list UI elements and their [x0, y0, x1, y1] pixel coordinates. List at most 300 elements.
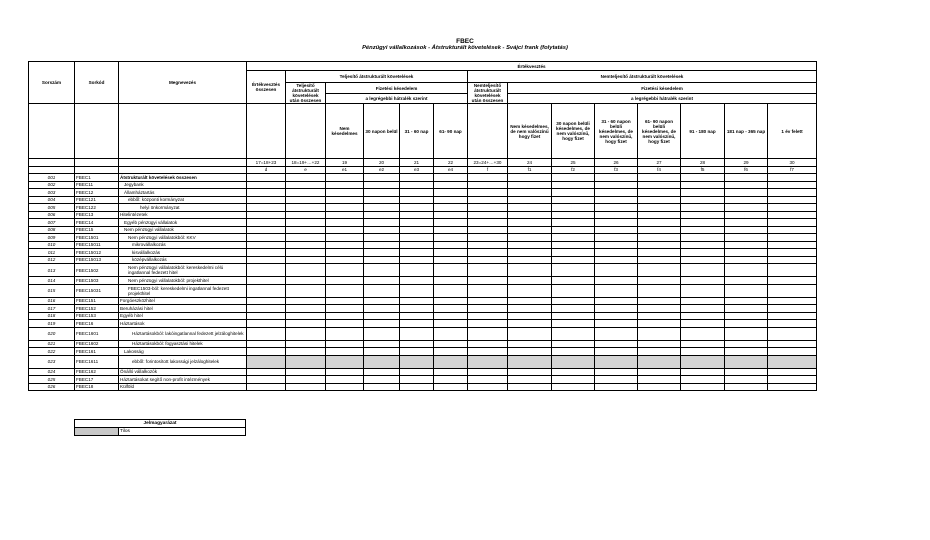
- value-cell[interactable]: [468, 211, 508, 219]
- value-cell[interactable]: [468, 355, 508, 368]
- value-cell[interactable]: [508, 256, 552, 264]
- value-cell[interactable]: [326, 264, 364, 277]
- value-cell[interactable]: [768, 320, 817, 328]
- value-cell[interactable]: [468, 196, 508, 204]
- value-cell[interactable]: [638, 376, 681, 384]
- value-cell[interactable]: [286, 277, 326, 285]
- value-cell[interactable]: [638, 211, 681, 219]
- value-cell[interactable]: [508, 340, 552, 348]
- value-cell[interactable]: [638, 174, 681, 182]
- value-cell[interactable]: [326, 181, 364, 189]
- value-cell[interactable]: [595, 327, 638, 340]
- value-cell[interactable]: [400, 327, 434, 340]
- value-cell[interactable]: [364, 264, 400, 277]
- value-cell[interactable]: [247, 189, 286, 197]
- value-cell[interactable]: [508, 312, 552, 320]
- value-cell[interactable]: [681, 348, 725, 356]
- value-cell[interactable]: [725, 219, 768, 227]
- value-cell[interactable]: [434, 211, 468, 219]
- value-cell[interactable]: [725, 249, 768, 257]
- value-cell[interactable]: [768, 312, 817, 320]
- value-cell[interactable]: [434, 204, 468, 212]
- value-cell[interactable]: [725, 256, 768, 264]
- value-cell[interactable]: [286, 264, 326, 277]
- value-cell[interactable]: [595, 340, 638, 348]
- value-cell[interactable]: [638, 189, 681, 197]
- value-cell[interactable]: [247, 368, 286, 376]
- value-cell[interactable]: [638, 264, 681, 277]
- value-cell[interactable]: [725, 174, 768, 182]
- value-cell[interactable]: [508, 327, 552, 340]
- value-cell[interactable]: [468, 312, 508, 320]
- value-cell[interactable]: [326, 340, 364, 348]
- value-cell[interactable]: [434, 305, 468, 313]
- value-cell[interactable]: [286, 226, 326, 234]
- value-cell[interactable]: [468, 284, 508, 297]
- value-cell[interactable]: [400, 234, 434, 242]
- value-cell[interactable]: [326, 383, 364, 391]
- value-cell[interactable]: [595, 226, 638, 234]
- value-cell[interactable]: [434, 196, 468, 204]
- value-cell[interactable]: [508, 368, 552, 376]
- value-cell[interactable]: [364, 241, 400, 249]
- value-cell[interactable]: [681, 211, 725, 219]
- value-cell[interactable]: [552, 277, 595, 285]
- value-cell[interactable]: [768, 264, 817, 277]
- value-cell[interactable]: [595, 211, 638, 219]
- value-cell[interactable]: [681, 174, 725, 182]
- value-cell[interactable]: [364, 249, 400, 257]
- value-cell[interactable]: [681, 241, 725, 249]
- value-cell[interactable]: [768, 234, 817, 242]
- value-cell[interactable]: [595, 196, 638, 204]
- value-cell[interactable]: [768, 181, 817, 189]
- value-cell[interactable]: [326, 305, 364, 313]
- value-cell[interactable]: [552, 320, 595, 328]
- value-cell[interactable]: [638, 226, 681, 234]
- value-cell[interactable]: [400, 204, 434, 212]
- value-cell[interactable]: [468, 226, 508, 234]
- value-cell[interactable]: [326, 320, 364, 328]
- value-cell[interactable]: [552, 312, 595, 320]
- value-cell[interactable]: [552, 219, 595, 227]
- value-cell[interactable]: [638, 340, 681, 348]
- value-cell[interactable]: [552, 174, 595, 182]
- value-cell[interactable]: [681, 234, 725, 242]
- value-cell[interactable]: [286, 256, 326, 264]
- value-cell[interactable]: [400, 256, 434, 264]
- value-cell[interactable]: [508, 204, 552, 212]
- value-cell[interactable]: [400, 383, 434, 391]
- value-cell[interactable]: [595, 320, 638, 328]
- value-cell[interactable]: [364, 181, 400, 189]
- value-cell[interactable]: [638, 368, 681, 376]
- value-cell[interactable]: [638, 320, 681, 328]
- value-cell[interactable]: [725, 234, 768, 242]
- value-cell[interactable]: [400, 181, 434, 189]
- value-cell[interactable]: [468, 340, 508, 348]
- value-cell[interactable]: [247, 284, 286, 297]
- value-cell[interactable]: [364, 340, 400, 348]
- value-cell[interactable]: [725, 355, 768, 368]
- value-cell[interactable]: [400, 340, 434, 348]
- value-cell[interactable]: [247, 277, 286, 285]
- value-cell[interactable]: [552, 196, 595, 204]
- value-cell[interactable]: [552, 264, 595, 277]
- value-cell[interactable]: [247, 383, 286, 391]
- value-cell[interactable]: [768, 327, 817, 340]
- value-cell[interactable]: [508, 277, 552, 285]
- value-cell[interactable]: [725, 327, 768, 340]
- value-cell[interactable]: [400, 368, 434, 376]
- value-cell[interactable]: [725, 277, 768, 285]
- value-cell[interactable]: [400, 348, 434, 356]
- value-cell[interactable]: [595, 189, 638, 197]
- value-cell[interactable]: [508, 181, 552, 189]
- value-cell[interactable]: [434, 348, 468, 356]
- value-cell[interactable]: [508, 376, 552, 384]
- value-cell[interactable]: [681, 284, 725, 297]
- value-cell[interactable]: [434, 219, 468, 227]
- value-cell[interactable]: [326, 368, 364, 376]
- value-cell[interactable]: [434, 297, 468, 305]
- value-cell[interactable]: [638, 305, 681, 313]
- value-cell[interactable]: [552, 204, 595, 212]
- value-cell[interactable]: [434, 368, 468, 376]
- value-cell[interactable]: [468, 348, 508, 356]
- value-cell[interactable]: [434, 320, 468, 328]
- value-cell[interactable]: [768, 348, 817, 356]
- value-cell[interactable]: [768, 305, 817, 313]
- value-cell[interactable]: [326, 189, 364, 197]
- value-cell[interactable]: [434, 226, 468, 234]
- value-cell[interactable]: [400, 189, 434, 197]
- value-cell[interactable]: [400, 277, 434, 285]
- value-cell[interactable]: [247, 219, 286, 227]
- value-cell[interactable]: [768, 249, 817, 257]
- value-cell[interactable]: [508, 189, 552, 197]
- value-cell[interactable]: [400, 219, 434, 227]
- value-cell[interactable]: [768, 368, 817, 376]
- value-cell[interactable]: [681, 249, 725, 257]
- value-cell[interactable]: [725, 348, 768, 356]
- value-cell[interactable]: [552, 297, 595, 305]
- value-cell[interactable]: [400, 297, 434, 305]
- value-cell[interactable]: [725, 383, 768, 391]
- value-cell[interactable]: [326, 234, 364, 242]
- value-cell[interactable]: [326, 355, 364, 368]
- value-cell[interactable]: [725, 305, 768, 313]
- value-cell[interactable]: [552, 241, 595, 249]
- value-cell[interactable]: [286, 234, 326, 242]
- value-cell[interactable]: [286, 219, 326, 227]
- value-cell[interactable]: [247, 204, 286, 212]
- value-cell[interactable]: [286, 211, 326, 219]
- value-cell[interactable]: [364, 355, 400, 368]
- value-cell[interactable]: [400, 305, 434, 313]
- value-cell[interactable]: [400, 249, 434, 257]
- value-cell[interactable]: [468, 219, 508, 227]
- value-cell[interactable]: [638, 181, 681, 189]
- value-cell[interactable]: [400, 264, 434, 277]
- value-cell[interactable]: [768, 297, 817, 305]
- value-cell[interactable]: [326, 297, 364, 305]
- value-cell[interactable]: [326, 241, 364, 249]
- value-cell[interactable]: [552, 284, 595, 297]
- value-cell[interactable]: [552, 368, 595, 376]
- value-cell[interactable]: [286, 327, 326, 340]
- value-cell[interactable]: [400, 174, 434, 182]
- value-cell[interactable]: [768, 204, 817, 212]
- value-cell[interactable]: [364, 256, 400, 264]
- value-cell[interactable]: [364, 204, 400, 212]
- value-cell[interactable]: [681, 204, 725, 212]
- value-cell[interactable]: [326, 249, 364, 257]
- value-cell[interactable]: [286, 348, 326, 356]
- value-cell[interactable]: [326, 196, 364, 204]
- value-cell[interactable]: [552, 249, 595, 257]
- value-cell[interactable]: [434, 189, 468, 197]
- value-cell[interactable]: [508, 211, 552, 219]
- value-cell[interactable]: [595, 355, 638, 368]
- value-cell[interactable]: [638, 234, 681, 242]
- value-cell[interactable]: [508, 234, 552, 242]
- value-cell[interactable]: [364, 234, 400, 242]
- value-cell[interactable]: [552, 181, 595, 189]
- value-cell[interactable]: [595, 297, 638, 305]
- value-cell[interactable]: [595, 305, 638, 313]
- value-cell[interactable]: [638, 355, 681, 368]
- value-cell[interactable]: [247, 234, 286, 242]
- value-cell[interactable]: [725, 204, 768, 212]
- value-cell[interactable]: [434, 249, 468, 257]
- value-cell[interactable]: [768, 211, 817, 219]
- value-cell[interactable]: [364, 219, 400, 227]
- value-cell[interactable]: [326, 204, 364, 212]
- value-cell[interactable]: [768, 219, 817, 227]
- value-cell[interactable]: [434, 264, 468, 277]
- value-cell[interactable]: [326, 277, 364, 285]
- value-cell[interactable]: [247, 226, 286, 234]
- value-cell[interactable]: [286, 241, 326, 249]
- value-cell[interactable]: [725, 196, 768, 204]
- value-cell[interactable]: [552, 226, 595, 234]
- value-cell[interactable]: [638, 383, 681, 391]
- value-cell[interactable]: [326, 376, 364, 384]
- value-cell[interactable]: [595, 219, 638, 227]
- value-cell[interactable]: [286, 312, 326, 320]
- value-cell[interactable]: [681, 305, 725, 313]
- value-cell[interactable]: [400, 226, 434, 234]
- value-cell[interactable]: [364, 284, 400, 297]
- value-cell[interactable]: [247, 174, 286, 182]
- value-cell[interactable]: [434, 376, 468, 384]
- value-cell[interactable]: [468, 297, 508, 305]
- value-cell[interactable]: [768, 241, 817, 249]
- value-cell[interactable]: [681, 264, 725, 277]
- value-cell[interactable]: [364, 189, 400, 197]
- value-cell[interactable]: [286, 284, 326, 297]
- value-cell[interactable]: [247, 312, 286, 320]
- value-cell[interactable]: [286, 196, 326, 204]
- value-cell[interactable]: [400, 284, 434, 297]
- value-cell[interactable]: [247, 211, 286, 219]
- value-cell[interactable]: [725, 376, 768, 384]
- value-cell[interactable]: [468, 320, 508, 328]
- value-cell[interactable]: [768, 226, 817, 234]
- value-cell[interactable]: [247, 264, 286, 277]
- value-cell[interactable]: [681, 226, 725, 234]
- value-cell[interactable]: [468, 383, 508, 391]
- value-cell[interactable]: [468, 256, 508, 264]
- value-cell[interactable]: [725, 211, 768, 219]
- value-cell[interactable]: [725, 226, 768, 234]
- value-cell[interactable]: [364, 226, 400, 234]
- value-cell[interactable]: [364, 211, 400, 219]
- value-cell[interactable]: [768, 189, 817, 197]
- value-cell[interactable]: [400, 355, 434, 368]
- value-cell[interactable]: [400, 312, 434, 320]
- value-cell[interactable]: [434, 327, 468, 340]
- value-cell[interactable]: [638, 284, 681, 297]
- value-cell[interactable]: [468, 204, 508, 212]
- value-cell[interactable]: [595, 241, 638, 249]
- value-cell[interactable]: [468, 181, 508, 189]
- value-cell[interactable]: [247, 241, 286, 249]
- value-cell[interactable]: [434, 174, 468, 182]
- value-cell[interactable]: [364, 196, 400, 204]
- value-cell[interactable]: [725, 340, 768, 348]
- value-cell[interactable]: [725, 284, 768, 297]
- value-cell[interactable]: [725, 312, 768, 320]
- value-cell[interactable]: [725, 241, 768, 249]
- value-cell[interactable]: [638, 312, 681, 320]
- value-cell[interactable]: [725, 320, 768, 328]
- value-cell[interactable]: [286, 181, 326, 189]
- value-cell[interactable]: [364, 348, 400, 356]
- value-cell[interactable]: [468, 264, 508, 277]
- value-cell[interactable]: [508, 264, 552, 277]
- value-cell[interactable]: [364, 305, 400, 313]
- value-cell[interactable]: [286, 249, 326, 257]
- value-cell[interactable]: [286, 189, 326, 197]
- value-cell[interactable]: [434, 277, 468, 285]
- value-cell[interactable]: [681, 189, 725, 197]
- value-cell[interactable]: [508, 174, 552, 182]
- value-cell[interactable]: [681, 196, 725, 204]
- value-cell[interactable]: [508, 355, 552, 368]
- value-cell[interactable]: [638, 241, 681, 249]
- value-cell[interactable]: [286, 305, 326, 313]
- value-cell[interactable]: [725, 297, 768, 305]
- value-cell[interactable]: [364, 320, 400, 328]
- value-cell[interactable]: [768, 196, 817, 204]
- value-cell[interactable]: [400, 211, 434, 219]
- value-cell[interactable]: [768, 376, 817, 384]
- value-cell[interactable]: [508, 284, 552, 297]
- value-cell[interactable]: [681, 320, 725, 328]
- value-cell[interactable]: [400, 320, 434, 328]
- value-cell[interactable]: [768, 256, 817, 264]
- value-cell[interactable]: [468, 305, 508, 313]
- value-cell[interactable]: [326, 327, 364, 340]
- value-cell[interactable]: [364, 174, 400, 182]
- value-cell[interactable]: [247, 355, 286, 368]
- value-cell[interactable]: [638, 256, 681, 264]
- value-cell[interactable]: [247, 305, 286, 313]
- value-cell[interactable]: [286, 320, 326, 328]
- value-cell[interactable]: [552, 234, 595, 242]
- value-cell[interactable]: [364, 327, 400, 340]
- value-cell[interactable]: [595, 312, 638, 320]
- value-cell[interactable]: [508, 305, 552, 313]
- value-cell[interactable]: [468, 376, 508, 384]
- value-cell[interactable]: [286, 297, 326, 305]
- value-cell[interactable]: [286, 376, 326, 384]
- value-cell[interactable]: [434, 355, 468, 368]
- value-cell[interactable]: [595, 256, 638, 264]
- value-cell[interactable]: [595, 174, 638, 182]
- value-cell[interactable]: [595, 249, 638, 257]
- value-cell[interactable]: [286, 174, 326, 182]
- value-cell[interactable]: [434, 383, 468, 391]
- value-cell[interactable]: [768, 277, 817, 285]
- value-cell[interactable]: [638, 348, 681, 356]
- value-cell[interactable]: [768, 355, 817, 368]
- value-cell[interactable]: [552, 327, 595, 340]
- value-cell[interactable]: [508, 226, 552, 234]
- value-cell[interactable]: [681, 383, 725, 391]
- value-cell[interactable]: [400, 241, 434, 249]
- value-cell[interactable]: [286, 355, 326, 368]
- value-cell[interactable]: [326, 174, 364, 182]
- value-cell[interactable]: [681, 312, 725, 320]
- value-cell[interactable]: [400, 196, 434, 204]
- value-cell[interactable]: [434, 284, 468, 297]
- value-cell[interactable]: [638, 204, 681, 212]
- value-cell[interactable]: [681, 297, 725, 305]
- value-cell[interactable]: [595, 284, 638, 297]
- value-cell[interactable]: [468, 174, 508, 182]
- value-cell[interactable]: [400, 376, 434, 384]
- value-cell[interactable]: [468, 368, 508, 376]
- value-cell[interactable]: [364, 297, 400, 305]
- value-cell[interactable]: [508, 348, 552, 356]
- value-cell[interactable]: [247, 181, 286, 189]
- value-cell[interactable]: [434, 234, 468, 242]
- value-cell[interactable]: [247, 340, 286, 348]
- value-cell[interactable]: [508, 383, 552, 391]
- value-cell[interactable]: [595, 234, 638, 242]
- value-cell[interactable]: [508, 196, 552, 204]
- value-cell[interactable]: [552, 348, 595, 356]
- value-cell[interactable]: [434, 340, 468, 348]
- value-cell[interactable]: [681, 327, 725, 340]
- value-cell[interactable]: [326, 312, 364, 320]
- value-cell[interactable]: [552, 189, 595, 197]
- value-cell[interactable]: [508, 297, 552, 305]
- value-cell[interactable]: [768, 284, 817, 297]
- value-cell[interactable]: [638, 277, 681, 285]
- value-cell[interactable]: [434, 312, 468, 320]
- value-cell[interactable]: [595, 376, 638, 384]
- value-cell[interactable]: [326, 284, 364, 297]
- value-cell[interactable]: [595, 383, 638, 391]
- value-cell[interactable]: [681, 340, 725, 348]
- value-cell[interactable]: [286, 204, 326, 212]
- value-cell[interactable]: [326, 226, 364, 234]
- value-cell[interactable]: [725, 264, 768, 277]
